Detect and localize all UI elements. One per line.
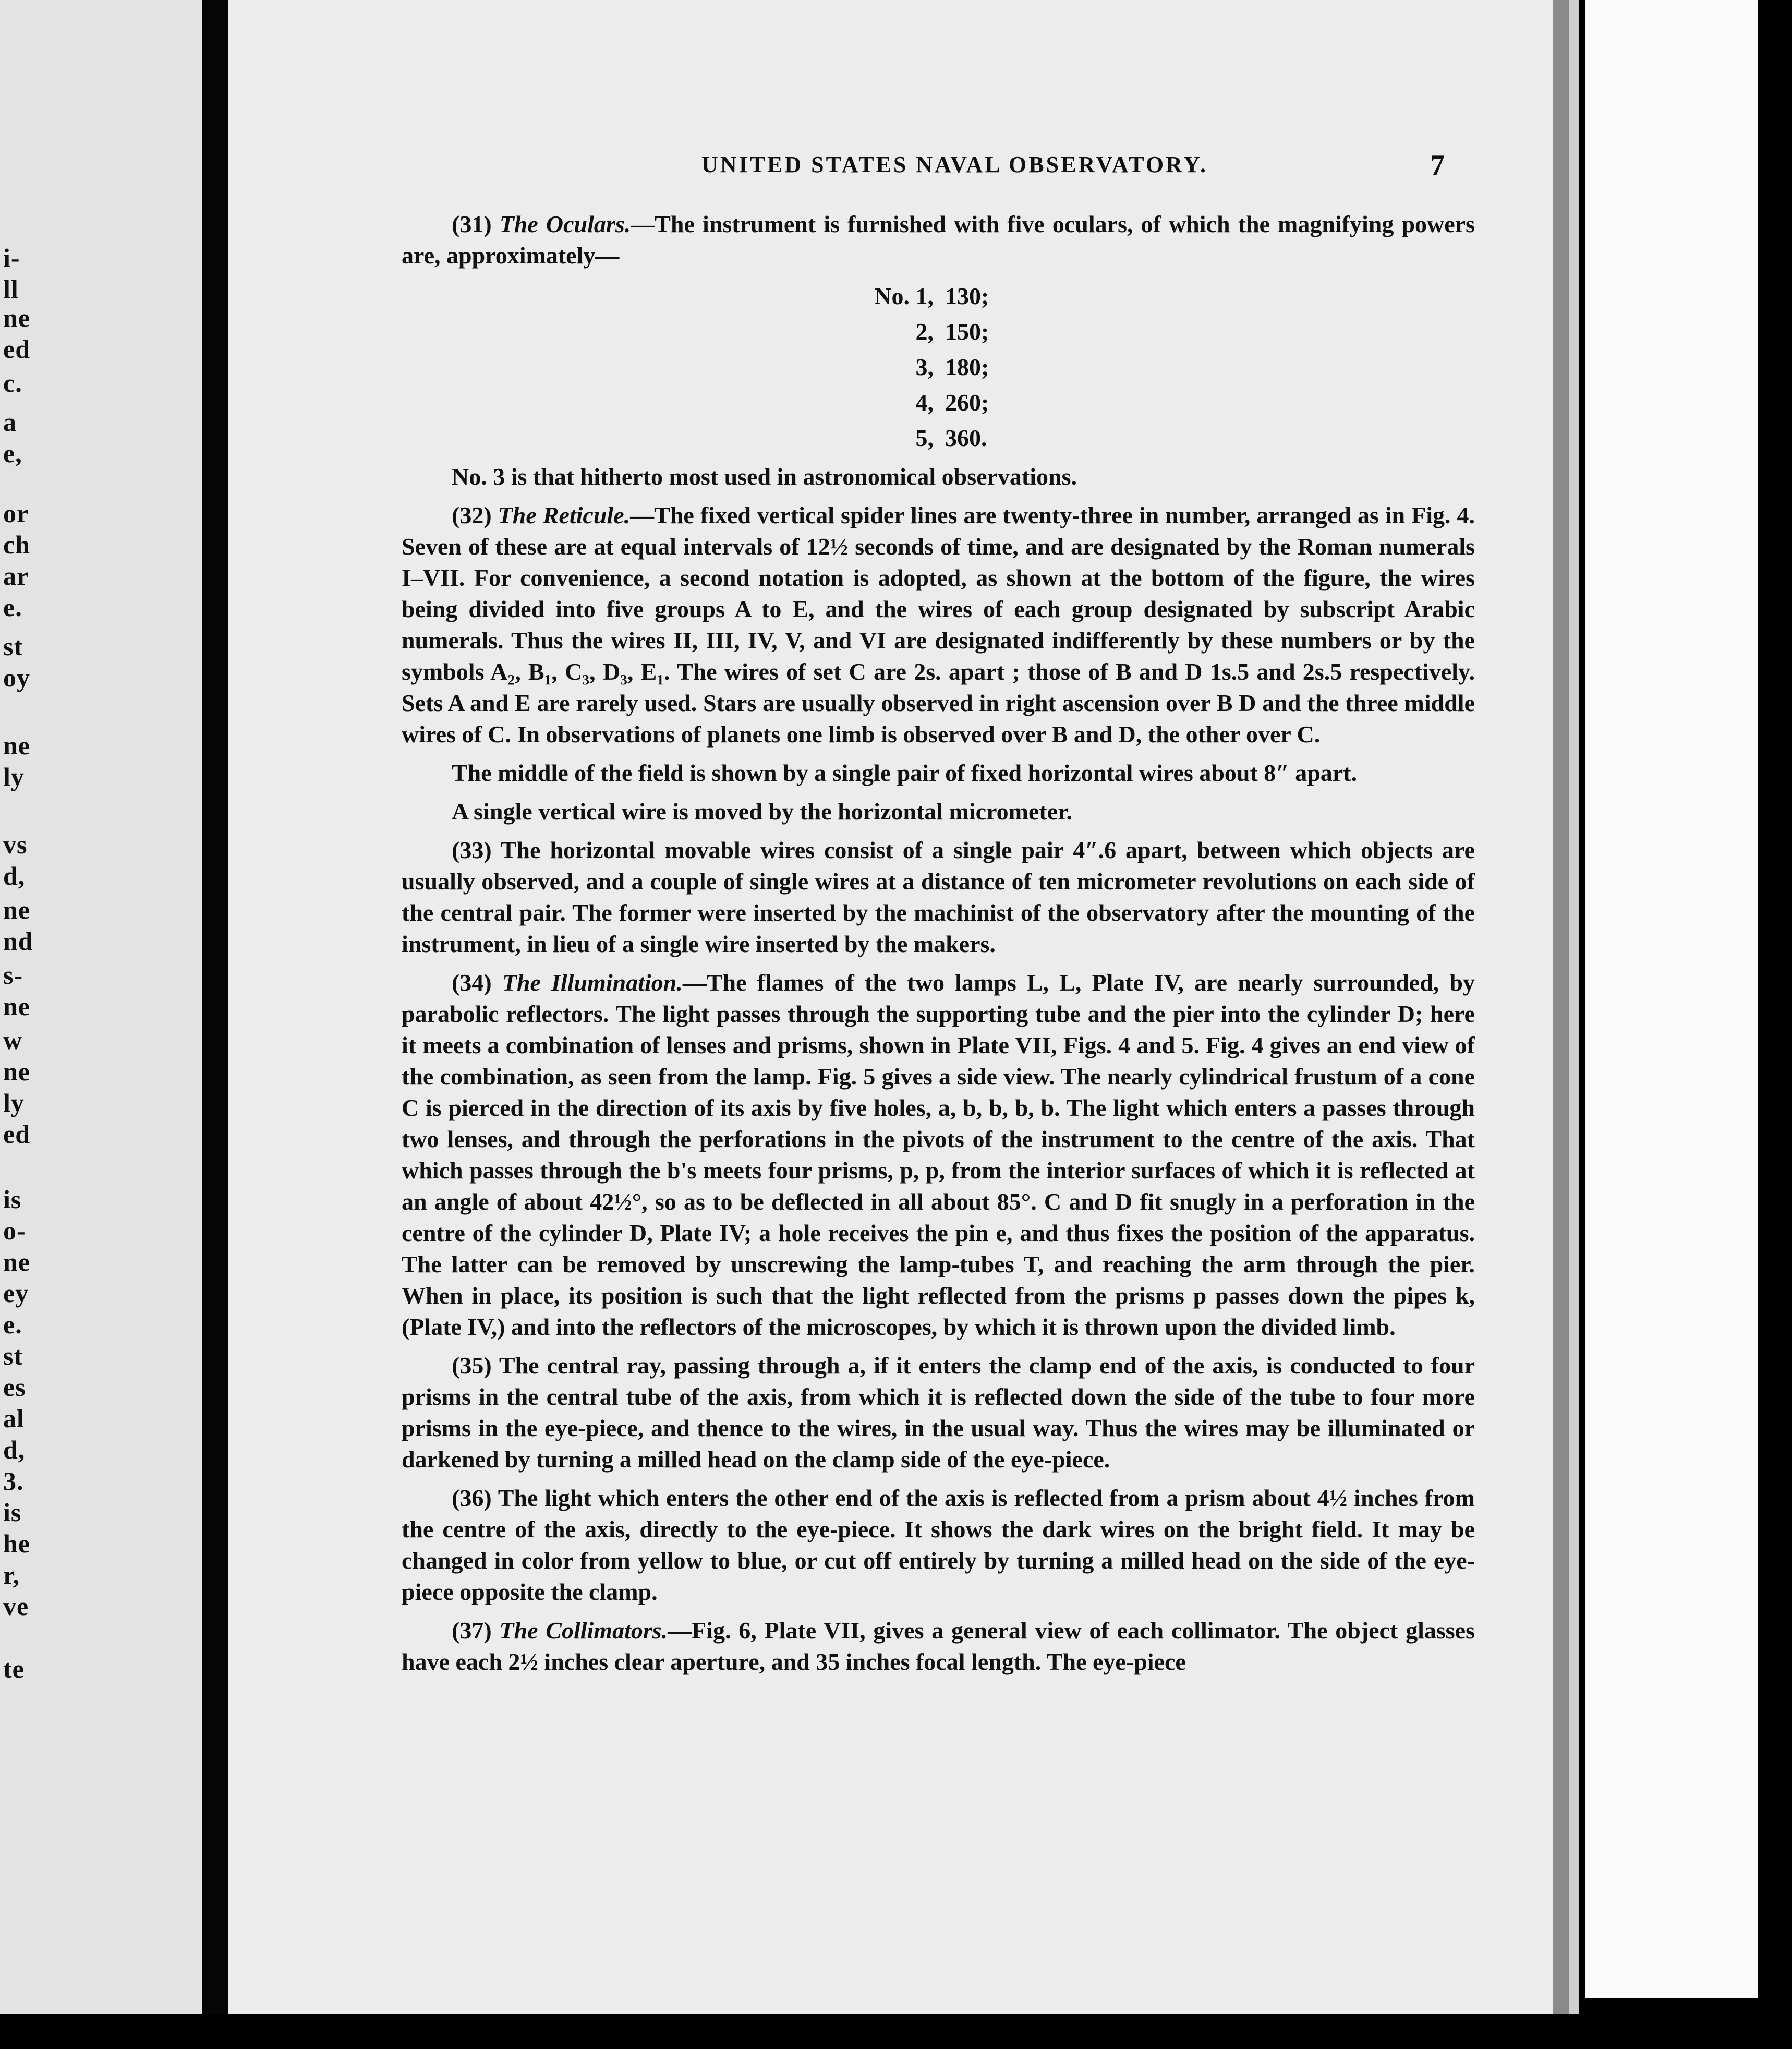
ocular-number: 4, [915,389,934,416]
facing-page-text: ne [3,895,30,924]
para-number: (34) [452,969,492,996]
facing-page-text: st [3,632,23,661]
facing-page-text: ne [3,303,30,332]
facing-page-text: is [3,1498,22,1527]
para-text: —Fig. 6, Plate VII, gives a general view of each collimator. The object glasses have each 2½ inches clear aperture, and 35 inches focal length. The eye-piece [402,1617,1475,1675]
page-edge-shadow [1553,0,1569,2049]
para-number: (37) [452,1617,492,1644]
facing-page-text: ed [3,334,30,364]
paragraph-35: (35) The central ray, passing through a, if it enters the clamp end of the axis, is conducted to four prisms in the central tube of the axis, from which it is reflected down the side of the tube to four more prisms in the eye-piece, and thence to the wires, in the usual way. Thus the wires may be illuminated or darkened by turning a milled head on the clamp side of the eye-piece. [402,1352,1475,1473]
facing-page-text: e. [3,593,22,622]
magnifying-power: 180; [945,354,989,380]
facing-page-text: 3. [3,1466,24,1496]
blank-sheet [1585,0,1758,1998]
facing-page-text: is [3,1185,22,1214]
paragraph-33: (33) The horizontal movable wires consist of a single pair 4″.6 apart, between which objects are usually observed, and a couple of single wires at a distance of ten micrometer revolutions on each side of the central pair. The former were inserted by the machinist of the observatory after the mounting of the instrument, in lieu of a single wire inserted by the makers. [402,837,1475,957]
facing-page-text: st [3,1341,23,1370]
facing-page-text: r, [3,1560,20,1589]
facing-page-text: es [3,1372,26,1402]
para-title: The Collimators. [499,1617,668,1644]
facing-page-text: ly [3,1088,25,1117]
ocular-number: 3, [915,354,934,380]
facing-page-text: ch [3,530,30,559]
facing-page-text: ne [3,992,30,1021]
paragraph-31-after: No. 3 is that hitherto most used in astronomical observations. [452,463,1077,490]
facing-page-text: vs [3,830,28,859]
running-header: UNITED STATES NAVAL OBSERVATORY. [701,152,1208,177]
facing-page-text: ne [3,1057,30,1086]
scan-border-bottom [0,2014,1792,2049]
page-body [402,209,1475,1685]
ocular-number: No. 1, [874,283,934,309]
facing-page-text: te [3,1654,25,1683]
paragraph-36: (36) The light which enters the other end of the axis is reflected from a prism about 4½ inches from the centre of the axis, directly to the eye-piece. It shows the dark wires on the bright field. It may be changed in color from yellow to blue, or cut off entirely by turning a milled head on the side of the eye-piece opposite the clamp. [402,1485,1475,1605]
paragraph-31 [402,209,1475,271]
facing-page-text: oy [3,663,30,692]
ocular-number: 2, [915,318,934,345]
facing-page-text: e. [3,1310,22,1339]
para-title: The Reticule. [498,502,631,528]
facing-page-text: w [3,1026,23,1055]
magnification-row [850,279,1475,314]
paragraph-32c: A single vertical wire is moved by the horizontal micrometer. [452,798,1072,825]
book-gutter [202,0,228,2049]
facing-page-text: he [3,1529,30,1558]
paragraph-32b: The middle of the field is shown by a single pair of fixed horizontal wires about 8″ apart. [452,760,1358,786]
magnifying-power: 130; [945,283,989,309]
magnifying-power: 360. [945,425,987,451]
ocular-number: 5, [915,425,934,451]
magnifying-power: 260; [945,389,989,416]
facing-page-text: ll [3,274,19,304]
magnification-row [850,420,1475,456]
facing-page-text: ne [3,731,30,760]
facing-page-text: d, [3,861,26,890]
facing-page-fragment [0,0,202,2049]
facing-page-text: nd [3,926,33,956]
facing-page-text: ar [3,561,29,590]
facing-page-text: o- [3,1216,26,1245]
para-title: The Illumination. [502,969,683,996]
magnifying-power: 150; [945,318,989,345]
para-number: (31) [452,211,492,237]
facing-page-text: or [3,499,29,528]
para-text: —The flames of the two lamps L, L, Plate IV, are nearly surrounded, by parabolic reflectors. The light passes through the supporting tube and the pier into the cylinder D; here it meets a combination of lenses and prisms, shown in Plate VII, Figs. 4 and 5. Fig. 4 gives an end view of the combination, as seen from the lamp. Fig. 5 gives a side view. The nearly cylindrical frustum of a cone C is pierced in the direction of its axis by five holes, a, b, b, b, b. The light which enters a passes through two lenses, and through the perforations in the pivots of the instrument to the centre of the axis. That which passes through the b's meets four prisms, p, p, from the interior surfaces of which it is reflected at an angle of about 42½°, so as to be deflected in all about 85°. C and D fit snugly in a perforation in the centre of the cylinder D, Plate IV; a hole receives the pin e, and thus fixes the position of the apparatus. The latter can be removed by unscrewing the lamp-tubes T, and reaching the arm through the pier. When in place, its position is such that the light reflected from the prisms p passes down the pipes k, (Plate IV,) and into the reflectors of the microscopes, by which it is thrown upon the divided limb. [402,969,1475,1340]
facing-page-text: a [3,407,17,437]
facing-page-text: ey [3,1279,29,1308]
facing-page-text: c. [3,368,22,397]
page-edge [1569,0,1579,2049]
facing-page-text: ed [3,1119,30,1149]
page-number: 7 [1430,149,1445,182]
magnification-row [850,385,1475,420]
facing-page-text: e, [3,439,22,468]
facing-page-text: ne [3,1247,30,1276]
para-title: The Oculars. [499,211,631,237]
magnification-row [850,349,1475,385]
paragraph-34 [402,967,1475,1343]
facing-page-text: i- [3,243,20,272]
paragraph-37 [402,1615,1475,1678]
para-text: —The fixed vertical spider lines are twenty-three in number, arranged as in Fig. 4. Seven of these are at equal intervals of 12½ seconds of time, and are designated by the Roman numerals I–VII. For convenience, a second notation is adopted, as shown at the bottom of the figure, the wires being divided into five groups A to E, and the wires of each group designated by subscript Arabic numerals. Thus the wires II, III, IV, V, and VI are designated indifferently by these numbers or by the symbols A₂, B₁, C₃, D₃, E₁. The wires of set C are 2s. apart ; those of B and D 1s.5 and 2s.5 respectively. Sets A and E are rarely used. Stars are usually observed in right ascension over B D and the three middle wires of C. In observations of planets one limb is observed over B and D, the other over C. [402,502,1475,748]
para-number: (32) [452,502,492,528]
facing-page-text: al [3,1404,25,1433]
para-text: —The instrument is furnished with five oculars, of which the magnifying powers are, approximately— [402,211,1475,269]
facing-page-text: d, [3,1435,26,1464]
magnification-list [850,279,1475,456]
facing-page-text: ve [3,1592,29,1621]
paragraph-32 [402,500,1475,750]
facing-page-text: ly [3,762,25,791]
facing-page-text: s- [3,960,23,990]
magnification-row [850,314,1475,349]
